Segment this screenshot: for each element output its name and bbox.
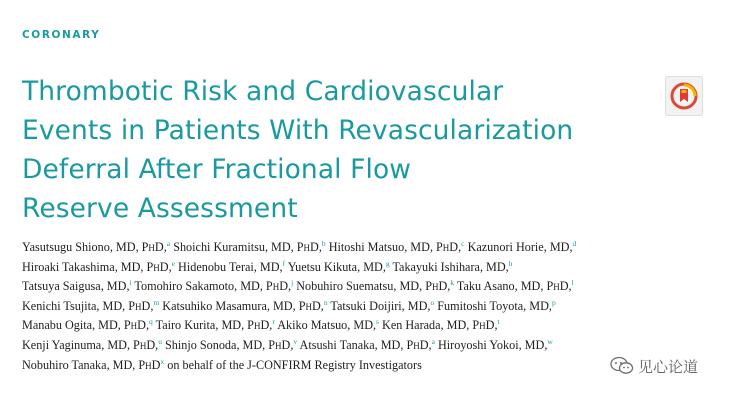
- affiliation-marker: x: [160, 356, 165, 366]
- author: Kenji Yaginuma, MD, PhD,$^u$: [22, 336, 162, 352]
- author-name: Tairo Kurita: [155, 318, 216, 333]
- affiliation-marker: p: [551, 297, 556, 307]
- author: Fumitoshi Toyota, MD,$^p$: [437, 297, 556, 313]
- author-name: Shoichi Kuramitsu: [173, 240, 265, 254]
- affiliation-marker: v: [293, 336, 298, 346]
- author: Tairo Kurita, MD, PhD,$^r$: [155, 317, 275, 333]
- author-line: [22, 258, 722, 278]
- author: Ken Harada, MD, PhD,$^t$: [382, 317, 500, 333]
- wechat-icon: [610, 356, 634, 376]
- author: Takayuki Ishihara, MD,$^h$: [392, 258, 513, 274]
- author: Tatsuki Doijiri, MD,$^o$: [330, 297, 435, 313]
- affiliation-marker: e: [171, 258, 175, 268]
- author: Hiroyoshi Yokoi, MD,$^w$: [437, 336, 553, 352]
- degree-phd: PhD: [296, 240, 319, 254]
- affiliation-marker: h: [508, 258, 513, 268]
- affiliation-marker: m: [153, 297, 160, 307]
- degree-md: MD: [259, 259, 280, 274]
- degree-md: MD: [240, 279, 260, 294]
- author-line: [22, 277, 722, 297]
- section-label: CORONARY: [22, 29, 101, 41]
- degree-phd: PhD: [247, 318, 270, 333]
- author: Yasutsugu Shiono, MD, PhD,$^a$: [22, 239, 171, 254]
- author-name: Akiko Matsuo: [277, 318, 348, 333]
- author-name: Kenji Yaginuma: [22, 337, 102, 352]
- degree-md: MD: [529, 298, 549, 313]
- author-name: Katsuhiko Masamura: [162, 298, 267, 313]
- author: Manabu Ogita, MD, PhD,$^q$: [22, 317, 153, 333]
- author-name: Tomohiro Sakamoto: [134, 279, 235, 294]
- author: Atsushi Tanaka, MD, PhD,$^a$: [299, 336, 435, 352]
- affiliation-marker: k: [450, 278, 455, 288]
- degree-md: MD: [242, 337, 263, 352]
- degree-md: MD: [272, 298, 293, 313]
- author-name: Nobuhiro Suematsu: [296, 279, 394, 294]
- degree-md: MD: [399, 279, 420, 294]
- degree-md: MD: [380, 337, 401, 352]
- title-line: Deferral After Fractional Flow: [22, 154, 412, 185]
- degree-phd: PhD: [406, 337, 429, 352]
- watermark: [610, 352, 730, 380]
- degree-phd: PhD: [436, 240, 459, 254]
- affiliation-marker: f: [282, 258, 286, 268]
- author: Shinjo Sonoda, MD, PhD,$^v$: [164, 336, 298, 352]
- affiliation-marker: u: [158, 336, 162, 346]
- affiliation-marker: a: [166, 239, 171, 248]
- degree-phd: PhD: [141, 240, 164, 254]
- author-name: Atsushi Tanaka: [299, 337, 375, 352]
- author: Kazunori Horie, MD,$^d$: [467, 239, 577, 254]
- title-line: Events in Patients With Revascularization: [22, 115, 574, 146]
- degree-md: MD: [549, 240, 570, 254]
- degree-md: MD: [524, 337, 545, 352]
- degree-md: MD: [106, 279, 127, 294]
- degree-md: MD: [112, 357, 133, 372]
- degree-md: MD: [271, 240, 291, 254]
- author: Kenichi Tsujita, MD, PhD,$^m$: [22, 297, 160, 313]
- author: Akiko Matsuo, MD,$^s$: [277, 317, 379, 333]
- author-name: Nobuhiro Tanaka: [22, 357, 107, 372]
- affiliation-marker: t: [497, 317, 500, 327]
- affiliation-marker: a: [431, 336, 435, 346]
- author-name: Tatsuki Doijiri: [330, 298, 402, 313]
- degree-md: MD: [221, 318, 242, 333]
- author-name: Kazunori Horie: [467, 240, 544, 254]
- author-name: Hiroyoshi Yokoi: [437, 337, 519, 352]
- crossmark-icon: [670, 82, 698, 110]
- author-line: [22, 238, 722, 258]
- degree-phd: PhD: [472, 318, 495, 333]
- author-line: [22, 297, 722, 317]
- degree-md: MD: [486, 259, 506, 274]
- affiliation-marker: c: [461, 239, 465, 248]
- degree-md: MD: [410, 240, 430, 254]
- affiliation-marker: j: [291, 278, 294, 288]
- author-name: Ken Harada: [382, 318, 441, 333]
- affiliation-marker: n: [323, 297, 328, 307]
- affiliation-marker: g: [385, 258, 390, 268]
- author: Katsuhiko Masamura, MD, PhD,$^n$: [162, 297, 328, 313]
- degree-phd: PhD: [146, 259, 169, 274]
- author: Taku Asano, MD, PhD,$^l$: [456, 278, 574, 294]
- degree-md: MD: [102, 298, 123, 313]
- author-name: Hidenobu Terai: [178, 259, 254, 274]
- author-name: Tatsuya Saigusa: [22, 279, 101, 294]
- author-name: Takayuki Ishihara: [392, 259, 480, 274]
- affiliation-marker: d: [572, 239, 577, 248]
- author: Hiroaki Takashima, MD, PhD,$^e$: [22, 258, 175, 274]
- affiliation-marker: w: [547, 336, 553, 346]
- author-name: Hiroaki Takashima: [22, 259, 115, 274]
- author-name: Fumitoshi Toyota: [437, 298, 524, 313]
- author: Yuetsu Kikuta, MD,$^g$: [287, 258, 390, 274]
- author-name: Yuetsu Kikuta: [287, 259, 358, 274]
- affiliation-marker: i: [129, 278, 132, 288]
- degree-md: MD: [120, 259, 141, 274]
- watermark-text: 见心论道: [638, 357, 699, 376]
- title-line: Reserve Assessment: [22, 193, 298, 224]
- author: Nobuhiro Suematsu, MD, PhD,$^k$: [296, 278, 455, 294]
- degree-phd: PhD: [265, 279, 289, 294]
- author: Hidenobu Terai, MD,$^f$: [178, 258, 286, 274]
- author-name: Taku Asano: [456, 279, 515, 294]
- degree-phd: PhD: [546, 279, 569, 294]
- article-title: [22, 72, 662, 228]
- author-name: Hitoshi Matsuo: [328, 240, 405, 254]
- author-line: [22, 316, 722, 336]
- degree-md: MD: [520, 279, 541, 294]
- degree-phd: PhD: [123, 318, 146, 333]
- author-name: Kenichi Tsujita: [22, 298, 97, 313]
- affiliation-marker: s: [376, 317, 379, 327]
- author-name: Yasutsugu Shiono: [22, 240, 110, 254]
- degree-md: MD: [98, 318, 118, 333]
- degree-md: MD: [446, 318, 467, 333]
- author-name: Manabu Ogita: [22, 318, 93, 333]
- title-line: Thrombotic Risk and Cardiovascular: [22, 76, 504, 107]
- author: Nobuhiro Tanaka, MD, PhD$^x$: [22, 356, 165, 372]
- degree-md: MD: [115, 240, 136, 254]
- degree-md: MD: [407, 298, 428, 313]
- degree-phd: PhD: [138, 357, 161, 372]
- degree-phd: PhD: [425, 279, 448, 294]
- degree-md: MD: [353, 318, 373, 333]
- author: Tomohiro Sakamoto, MD, PhD,$^j$: [134, 278, 294, 294]
- author: Shoichi Kuramitsu, MD, PhD,$^b$: [173, 239, 326, 254]
- affiliation-marker: b: [321, 239, 326, 248]
- crossmark-button[interactable]: [665, 76, 703, 116]
- degree-phd: PhD: [133, 337, 156, 352]
- affiliation-marker: r: [272, 317, 275, 327]
- degree-phd: PhD: [268, 337, 291, 352]
- affiliation-marker: o: [430, 297, 435, 307]
- affiliation-marker: q: [149, 317, 153, 327]
- affiliation-marker: l: [571, 278, 574, 288]
- author: Hitoshi Matsuo, MD, PhD,$^c$: [328, 239, 465, 254]
- degree-md: MD: [363, 259, 383, 274]
- degree-md: MD: [107, 337, 127, 352]
- author: Tatsuya Saigusa, MD,$^i$: [22, 278, 132, 294]
- degree-phd: PhD: [298, 298, 321, 313]
- degree-phd: PhD: [128, 298, 151, 313]
- author-name: Shinjo Sonoda: [164, 337, 237, 352]
- authors-suffix: on behalf of the J-CONFIRM Registry Investigators: [167, 357, 422, 372]
